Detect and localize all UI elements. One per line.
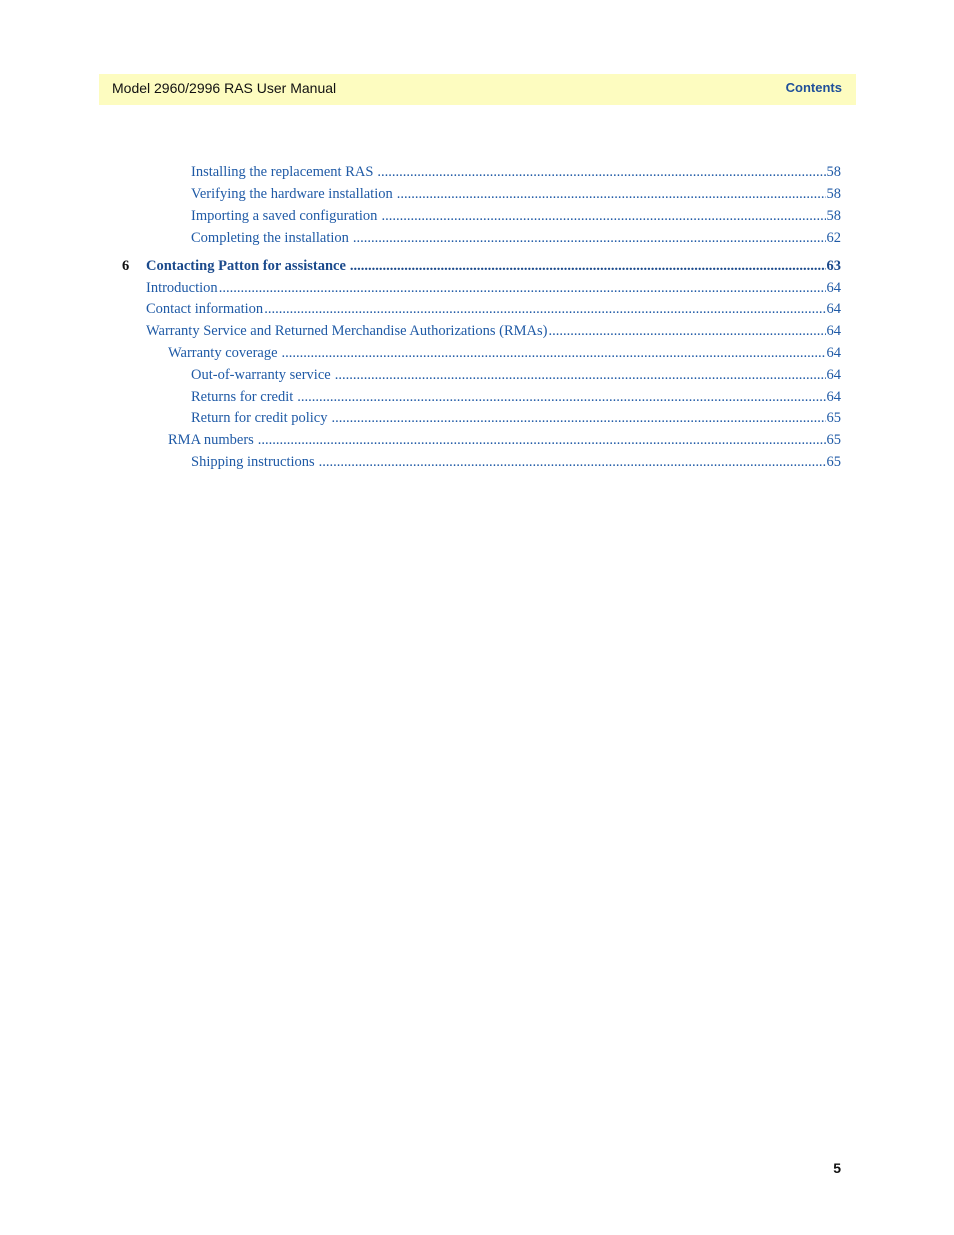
dot-leader — [350, 258, 826, 275]
toc-entry-page: 64 — [826, 280, 841, 296]
toc-entry-importing-saved-configuration[interactable] — [191, 208, 841, 228]
toc-entry-contact-information[interactable] — [146, 301, 841, 321]
toc-entry-label: Return for credit policy — [191, 410, 328, 426]
toc-entry-returns-for-credit[interactable] — [191, 389, 841, 409]
dot-leader — [319, 454, 826, 471]
toc-entry-page: 65 — [826, 454, 841, 470]
toc-entry-page: 62 — [826, 230, 841, 246]
toc-entry-page: 65 — [826, 410, 841, 426]
toc-entry-return-for-credit-policy[interactable] — [191, 410, 841, 430]
toc-entry-installing-replacement-ras[interactable] — [191, 164, 841, 184]
toc-entry-shipping-instructions[interactable] — [191, 454, 841, 474]
toc-entry-rma-numbers[interactable] — [168, 432, 841, 452]
toc-entry-page: 64 — [826, 301, 841, 317]
page-number: 5 — [833, 1160, 841, 1176]
toc-entry-label: RMA numbers — [168, 432, 254, 448]
toc-entry-label: Returns for credit — [191, 389, 294, 405]
toc-entry-warranty-service-rmas[interactable] — [146, 323, 841, 343]
dot-leader — [332, 410, 826, 427]
dot-leader — [397, 186, 826, 203]
section-title: Contents — [785, 80, 842, 95]
toc-entry-verifying-hardware-installation[interactable] — [191, 186, 841, 206]
toc-entry-label: Introduction — [146, 280, 218, 296]
dot-leader — [335, 367, 826, 384]
toc-entry-page: 64 — [826, 323, 841, 339]
dot-leader — [353, 230, 826, 247]
toc-entry-label: Verifying the hardware installation — [191, 186, 393, 202]
toc-entry-page: 63 — [826, 258, 841, 274]
dot-leader — [549, 323, 826, 340]
toc-entry-label: Out-of-warranty service — [191, 367, 331, 383]
toc-entry-warranty-coverage[interactable] — [168, 345, 841, 365]
dot-leader — [219, 280, 826, 297]
toc-entry-out-of-warranty-service[interactable] — [191, 367, 841, 387]
toc-entry-introduction[interactable] — [146, 280, 841, 300]
toc-entry-label: Warranty coverage — [168, 345, 278, 361]
toc-entry-page: 58 — [826, 208, 841, 224]
toc-entry-label: Shipping instructions — [191, 454, 315, 470]
toc-entry-label: Contact information — [146, 301, 264, 317]
toc-entry-label: Importing a saved configuration — [191, 208, 378, 224]
toc-entry-label: Installing the replacement RAS — [191, 164, 374, 180]
toc-entry-page: 64 — [826, 389, 841, 405]
toc-entry-completing-installation[interactable] — [191, 230, 841, 250]
toc-entry-page: 64 — [826, 367, 841, 383]
toc-chapter-contacting-patton[interactable] — [146, 258, 841, 278]
toc-entry-page: 58 — [826, 186, 841, 202]
dot-leader — [381, 208, 825, 225]
document-title: Model 2960/2996 RAS User Manual — [112, 80, 337, 96]
toc-entry-label: Contacting Patton for assistance — [146, 258, 346, 274]
dot-leader — [377, 164, 825, 181]
dot-leader — [258, 432, 826, 449]
dot-leader — [282, 345, 826, 362]
toc-entry-label: Warranty Service and Returned Merchandise Authorizations (RMAs) — [146, 323, 548, 339]
chapter-number: 6 — [122, 258, 130, 274]
running-header — [99, 74, 856, 105]
dot-leader — [264, 301, 825, 318]
dot-leader — [297, 389, 825, 406]
toc-entry-label: Completing the installation — [191, 230, 349, 246]
toc-entry-page: 58 — [826, 164, 841, 180]
toc-entry-page: 65 — [826, 432, 841, 448]
toc-entry-page: 64 — [826, 345, 841, 361]
